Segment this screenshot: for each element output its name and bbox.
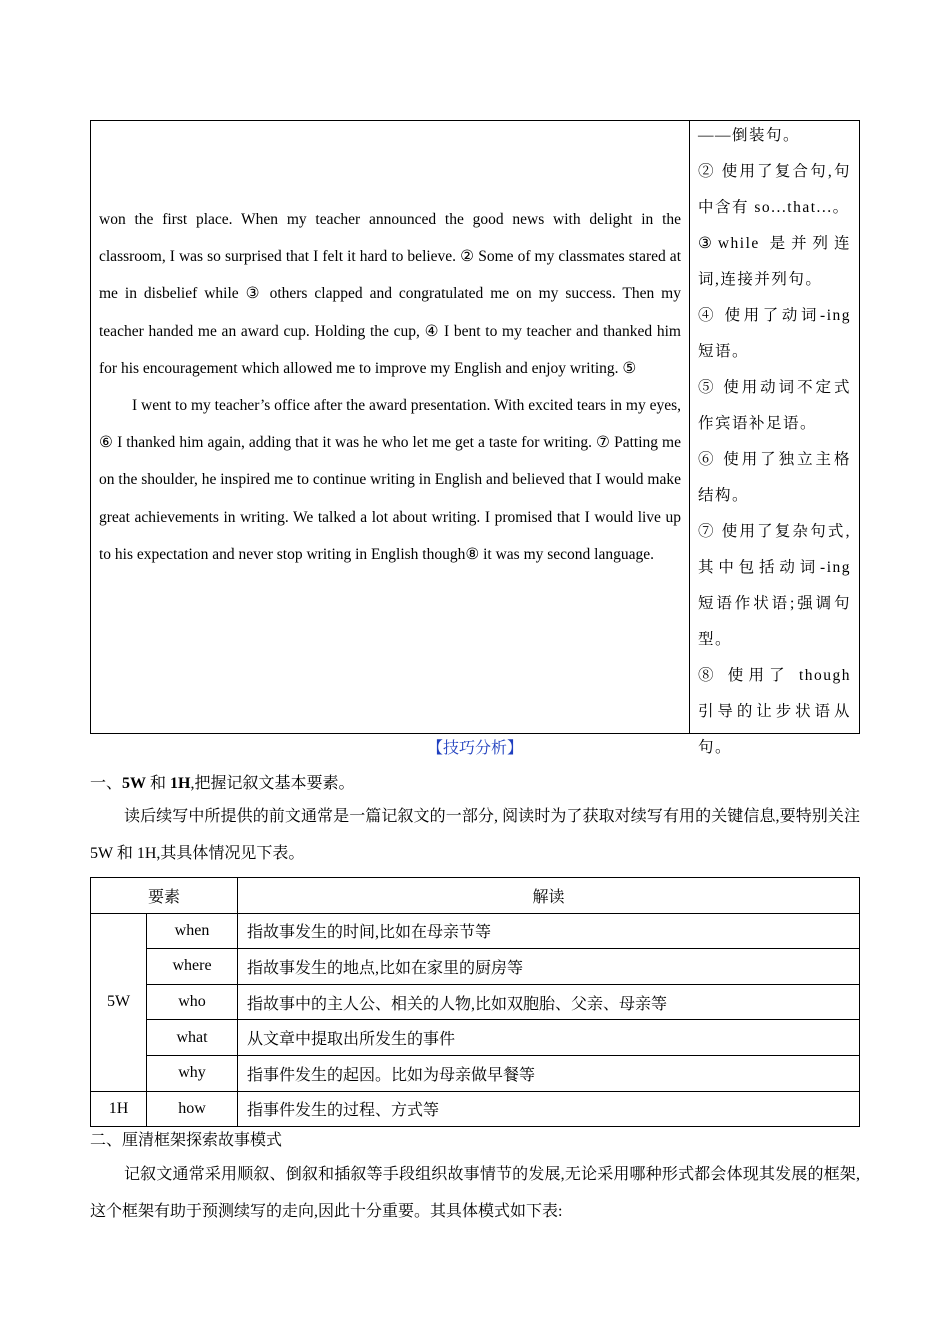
row-key: how — [147, 1091, 238, 1127]
row-desc: 指故事中的主人公、相关的人物,比如双胞胎、父亲、母亲等 — [238, 984, 860, 1020]
intro-paragraph: 读后续写中所提供的前文通常是一篇记叙文的一部分, 阅读时为了获取对续写有用的关键信息,要特别关注 5W 和 1H,其具体情况见下表。 — [90, 808, 860, 862]
heading-prefix: 一、 — [90, 775, 123, 792]
note-item: ③while 是并列连词,连接并列句。 — [698, 235, 851, 288]
note-item: ⑧ 使用了 though 引导的让步状语从句。 — [698, 667, 851, 756]
notes-column — [690, 118, 859, 756]
note-item: ⑥ 使用了独立主格结构。 — [698, 451, 851, 504]
row-key: why — [147, 1055, 238, 1091]
note-item: ② 使用了复合句,句中含有 so...that...。 — [698, 163, 851, 216]
note-item: ⑦ 使用了复杂句式,其中包括动词-ing 短语作状语;强调句型。 — [698, 523, 851, 648]
essay-paragraph-2: I went to my teacher’s office after the award presentation. With excited tears in my eyes, ⑥ I thanked him again, adding that it was he who let me get a taste for writing. ⑦ Patting me on the shoulder, he inspired me to continue writing in English and believed that I would make great achievements in writing. We talked a lot about writing. I promised that I would live up to his expectation and never stop writing in English though⑧ it was my second language. — [99, 397, 681, 563]
header-element: 要素 — [91, 878, 238, 914]
heading-5w1h — [90, 772, 355, 796]
row-key: where — [147, 949, 238, 985]
heading-mid: 和 — [146, 775, 171, 792]
table-header-row — [91, 878, 860, 914]
table-row — [91, 1055, 860, 1091]
heading-bold-5w: 5W — [122, 775, 147, 792]
row-desc: 指事件发生的起因。比如为母亲做早餐等 — [238, 1055, 860, 1091]
heading-framework: 二、厘清框架探索故事模式 — [90, 1132, 283, 1149]
table-row — [91, 1091, 860, 1127]
note-item: ⑤ 使用动词不定式作宾语补足语。 — [698, 379, 851, 432]
row-key: who — [147, 984, 238, 1020]
row-key: when — [147, 913, 238, 949]
framework-paragraph: 记叙文通常采用顺叙、倒叙和插叙等手段组织故事情节的发展,无论采用哪种形式都会体现其发展的框架,这个框架有助于预测续写的走向,因此十分重要。其具体模式如下表: — [90, 1166, 860, 1220]
table-row — [91, 949, 860, 985]
heading-bold-1h: 1H — [170, 775, 191, 792]
heading-suffix: ,把握记叙文基本要素。 — [190, 775, 355, 792]
row-desc: 指故事发生的时间,比如在母亲节等 — [238, 913, 860, 949]
essay-column — [91, 121, 690, 733]
table-row — [91, 984, 860, 1020]
elements-table — [90, 877, 860, 1127]
note-item: ④ 使用了动词-ing 短语。 — [698, 307, 851, 360]
table-row — [91, 1020, 860, 1056]
group-5w: 5W — [91, 913, 147, 1091]
row-desc: 指故事发生的地点,比如在家里的厨房等 — [238, 949, 860, 985]
table-row — [91, 913, 860, 949]
row-desc: 指事件发生的过程、方式等 — [238, 1091, 860, 1127]
row-desc: 从文章中提取出所发生的事件 — [238, 1020, 860, 1056]
header-explain: 解读 — [238, 878, 860, 914]
note-item: ——倒装句。 — [698, 127, 801, 144]
section-title: 【技巧分析】 — [426, 740, 523, 757]
group-1h: 1H — [91, 1091, 147, 1127]
essay-paragraph-1: won the first place. When my teacher announced the good news with delight in the classroom, I was so surprised that I felt it hard to believe. ② Some of my classmates stared at me in disbelief while ③ others clapped and congratulated me on my success. Then my teacher handed me an award cup. Holding the cup, ④ I bent to my teacher and thanked him for his encouragement which allowed me to improve my English and enjoy writing. ⑤ — [99, 211, 681, 377]
row-key: what — [147, 1020, 238, 1056]
